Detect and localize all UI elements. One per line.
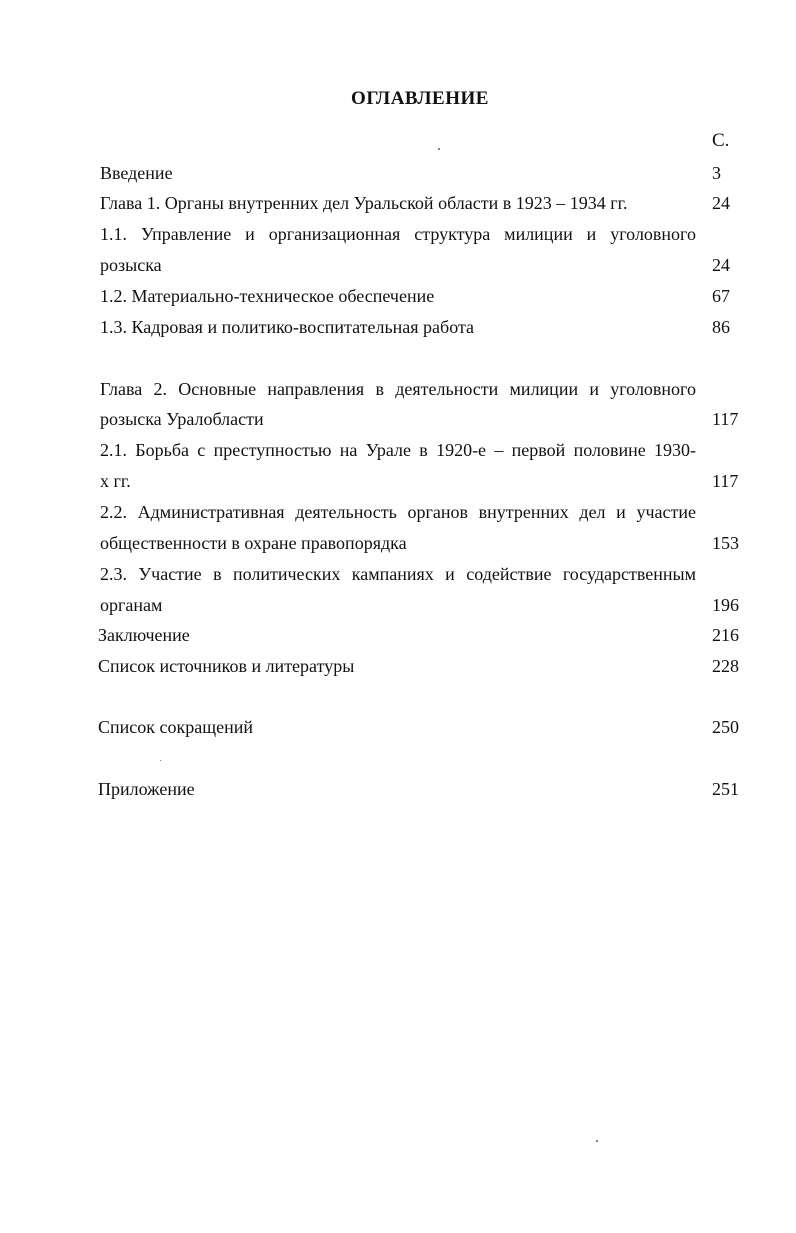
toc-page-section-1-1: 24: [712, 255, 730, 275]
toc-entry-chapter-1: Глава 1. Органы внутренних дел Уральской области в 1923 – 1934 гг.: [100, 193, 628, 213]
page-title: ОГЛАВЛЕНИЕ: [351, 88, 489, 109]
toc-page-section-2-2: 153: [712, 533, 739, 553]
toc-page-conclusion: 216: [712, 625, 739, 645]
toc-entry-section-2-3: 2.3. Участие в политических кампаниях и содействие государственным: [100, 564, 696, 584]
toc-page-introduction: 3: [712, 163, 721, 183]
toc-page-section-1-3: 86: [712, 317, 730, 337]
toc-page-sources: 228: [712, 656, 739, 676]
toc-entry-section-2-3-cont: органам: [100, 595, 163, 615]
toc-entry-chapter-2: Глава 2. Основные направления в деятельности милиции и уголовного: [100, 379, 696, 399]
toc-entry-section-1-1-cont: розыска: [100, 255, 162, 275]
toc-page-section-2-1: 117: [712, 471, 739, 491]
toc-page-chapter-1: 24: [712, 193, 730, 213]
toc-entry-sources: Список источников и литературы: [98, 656, 355, 676]
scan-speck: [438, 148, 440, 150]
toc-entry-section-2-1: 2.1. Борьба с преступностью на Урале в 1920-е – первой половине 1930-: [100, 440, 696, 460]
toc-entry-section-1-2: 1.2. Материально-техническое обеспечение: [100, 286, 435, 306]
toc-entry-appendix: Приложение: [98, 779, 195, 799]
toc-entry-section-2-1-cont: х гг.: [100, 471, 131, 491]
toc-entry-section-1-1: 1.1. Управление и организационная структура милиции и уголовного: [100, 224, 696, 244]
scan-speck: [160, 760, 161, 761]
toc-entry-section-2-2: 2.2. Административная деятельность органов внутренних дел и участие: [100, 502, 696, 522]
page-column-header: С.: [712, 130, 730, 151]
toc-entry-conclusion: Заключение: [98, 625, 190, 645]
toc-page-abbreviations: 250: [712, 717, 739, 737]
toc-page-section-1-2: 67: [712, 286, 730, 306]
toc-entry-abbreviations: Список сокращений: [98, 717, 253, 737]
toc-entry-chapter-2-cont: розыска Уралобласти: [100, 409, 264, 429]
toc-page-chapter-2: 117: [712, 409, 739, 429]
toc-page-appendix: 251: [712, 779, 739, 799]
toc-entry-section-2-2-cont: общественности в охране правопорядка: [100, 533, 407, 553]
toc-entry-section-1-3: 1.3. Кадровая и политико-воспитательная работа: [100, 317, 475, 337]
toc-entry-introduction: Введение: [100, 163, 173, 183]
toc-page-section-2-3: 196: [712, 595, 739, 615]
scan-speck: [596, 1140, 598, 1142]
